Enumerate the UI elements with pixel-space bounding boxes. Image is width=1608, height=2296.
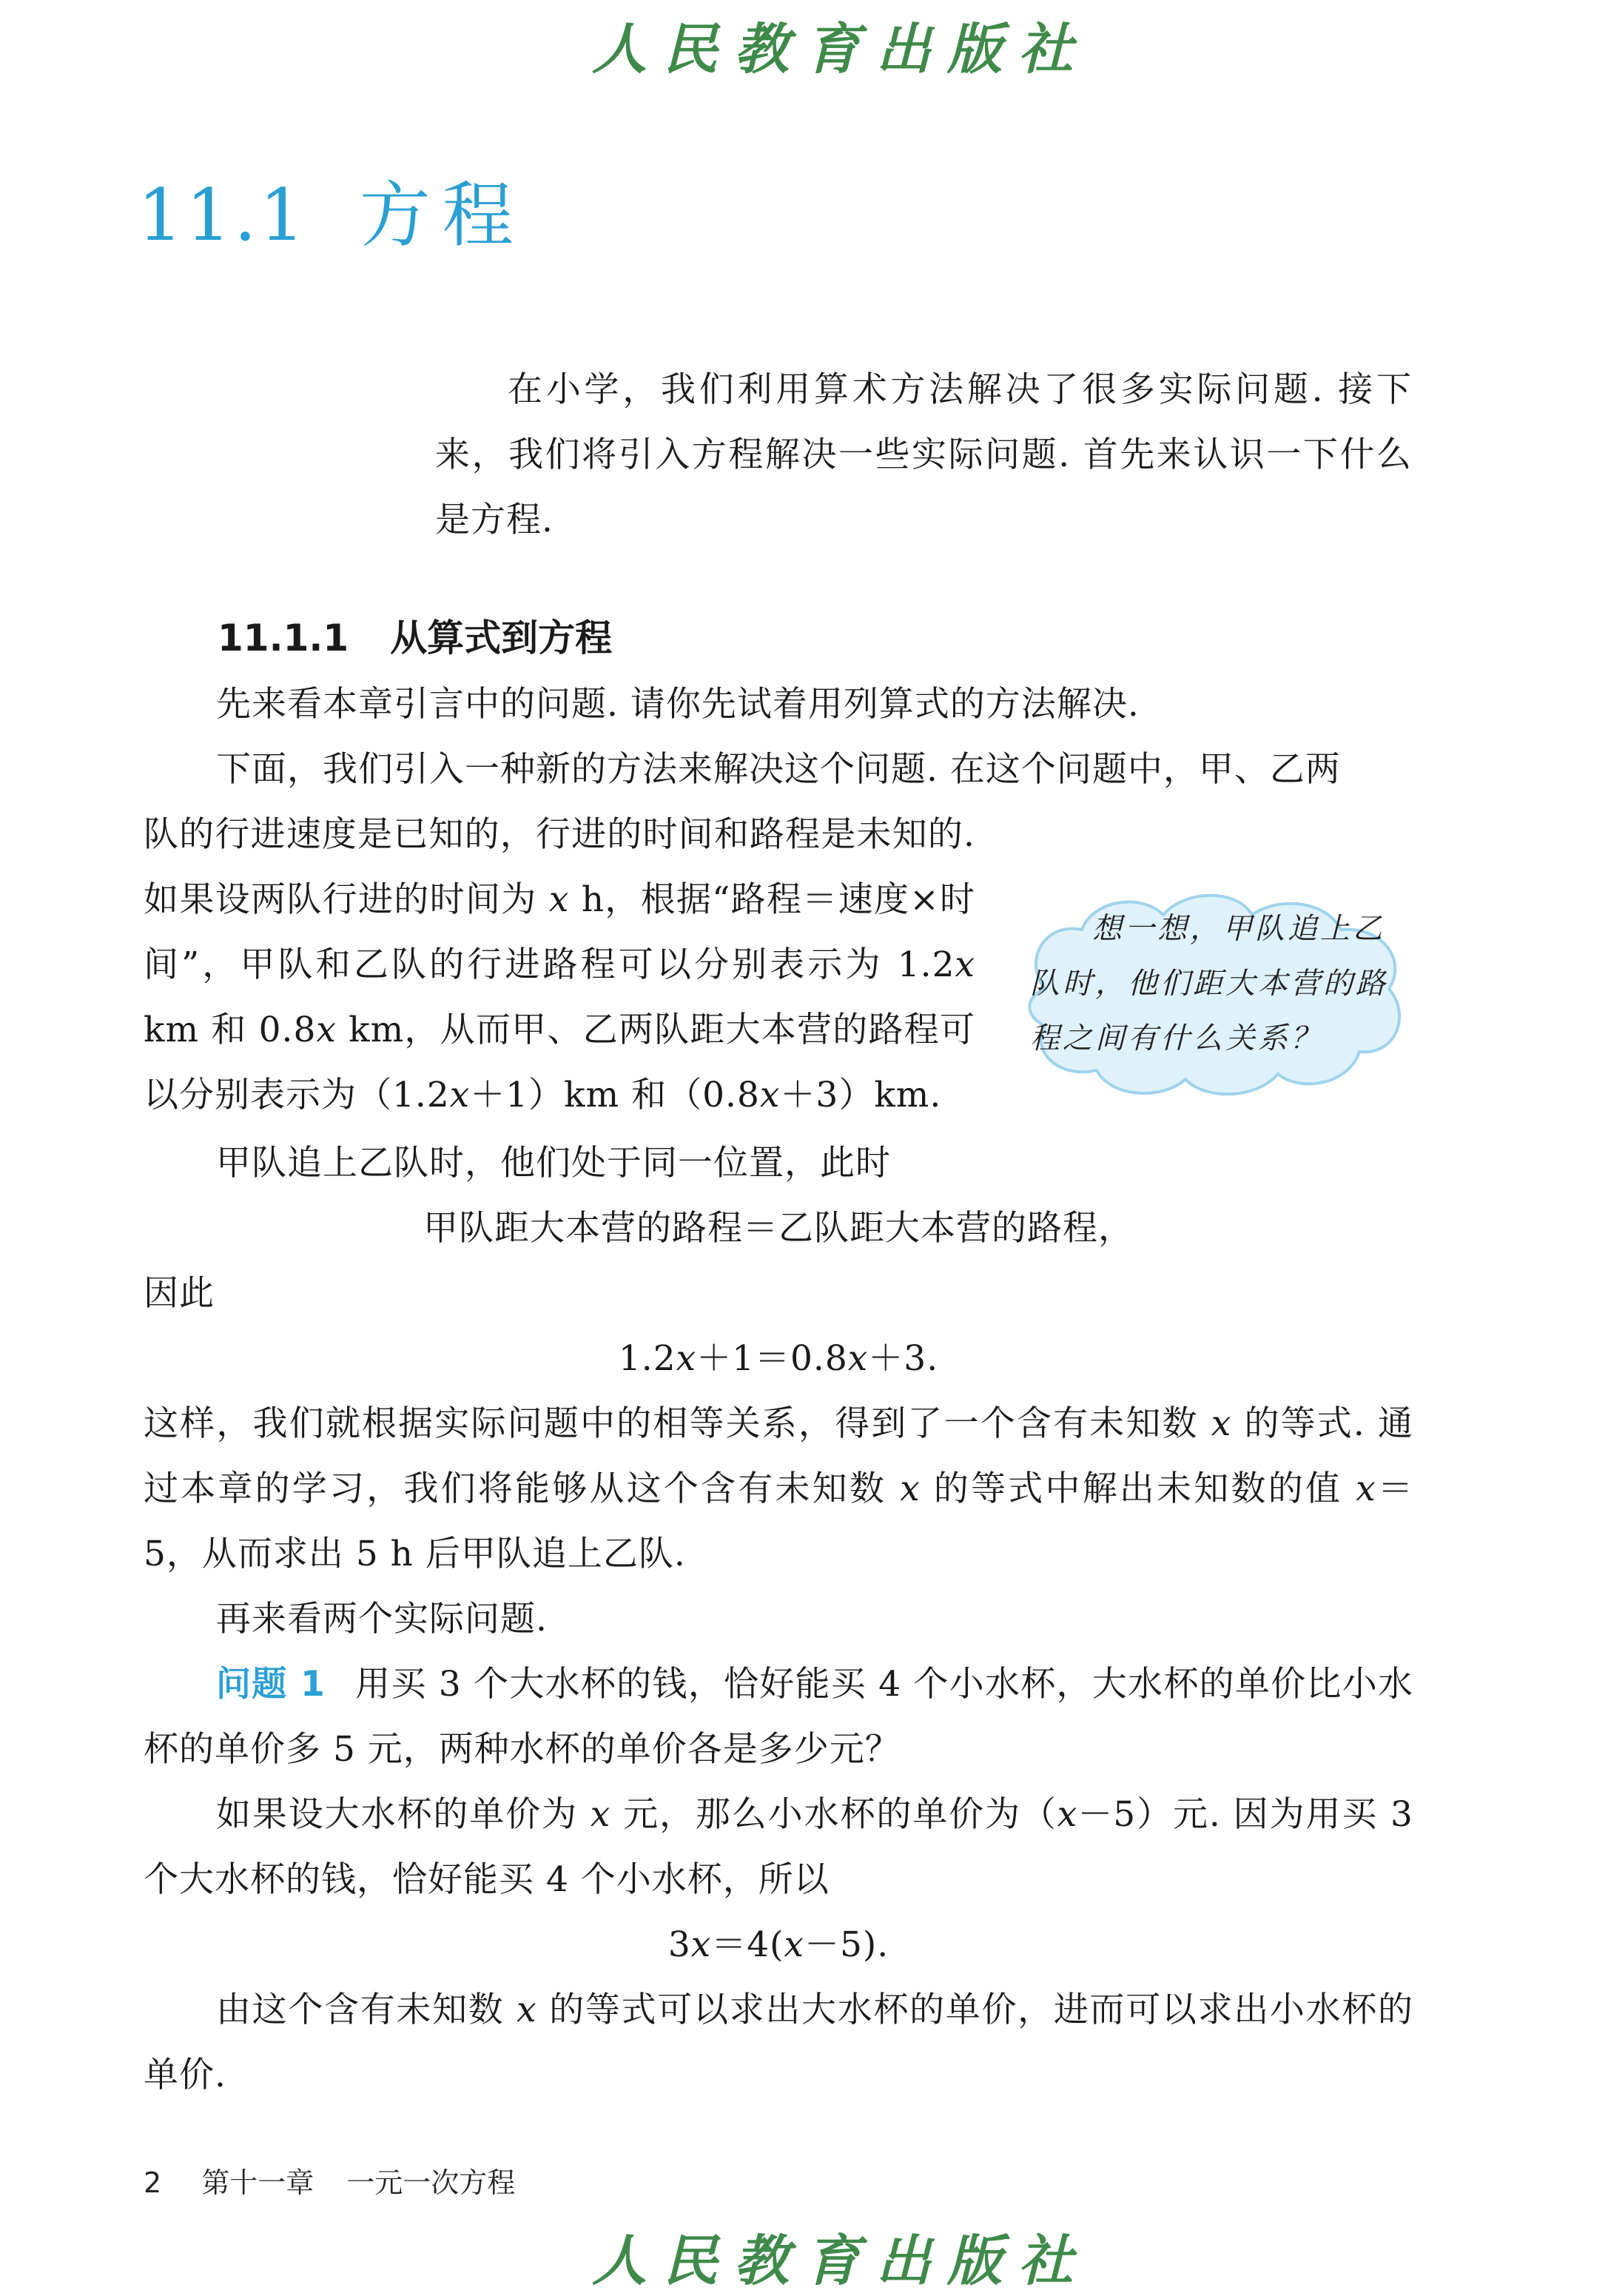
text-span: ＝4(	[711, 1924, 784, 1965]
variable-x: x	[517, 1990, 537, 2030]
paragraph-2-wrapped	[144, 802, 975, 1128]
text-span: ＋1）km 和（0.8	[470, 1075, 760, 1115]
text-span: km，从而甲、乙两队距大本营的路程可以分别表示为（1.2	[144, 1010, 975, 1115]
equation-1	[144, 1326, 1413, 1392]
variable-x: x	[449, 1075, 471, 1115]
variable-x: x	[1211, 1403, 1232, 1444]
problem-1	[144, 1652, 1413, 1782]
text-span: 这样，我们就根据实际问题中的相等关系，得到了一个含有未知数	[144, 1403, 1211, 1444]
text-span: 由这个含有未知数	[216, 1990, 517, 2030]
variable-x: x	[590, 1794, 611, 1835]
variable-x: x	[316, 1010, 337, 1050]
subsection-name: 从算式到方程	[390, 617, 613, 659]
text-span: 的等式. 通过本章的学习，我们将能够从这个含有未知数	[144, 1403, 1413, 1509]
text-span: 的等式中解出未知数的值	[920, 1468, 1356, 1509]
therefore-text: 因此	[144, 1273, 215, 1314]
text-span: 元，那么小水杯的单价为（	[610, 1794, 1057, 1835]
variable-x: x	[1356, 1468, 1376, 1509]
paragraph-3: 甲队追上乙队时，他们处于同一位置，此时	[216, 1143, 891, 1184]
publisher-logo-top: 人民教育出版社	[592, 18, 1089, 81]
paragraph-1: 先来看本章引言中的问题. 请你先试着用列算式的方法解决.	[216, 684, 1140, 725]
section-number: 11.1	[138, 174, 308, 257]
subsection-title	[218, 608, 612, 662]
variable-x: x	[690, 1924, 712, 1965]
text-span: －5).	[804, 1924, 889, 1965]
text-span: 队的行进速度是已知的，行进的时间和路程是未知的. 如果设两队行进的时间为	[144, 814, 975, 920]
publisher-logo-bottom: 人民教育出版社	[592, 2229, 1089, 2293]
paragraph-6	[144, 1782, 1413, 1913]
intro-paragraph: 在小学，我们利用算术方法解决了很多实际问题. 接下来，我们将引入方程解决一些实际问题. 首先来认识一下什么是方程.	[435, 369, 1412, 540]
text-span: h，根据“路程＝速度×时间”，甲队和乙队的行进路程可以分别表示为 1.2	[144, 879, 975, 985]
text-span: 3	[667, 1924, 691, 1965]
text-span: ＋3）km.	[780, 1075, 942, 1115]
variable-x: x	[900, 1468, 921, 1509]
variable-x: x	[759, 1075, 781, 1115]
page-number: 2	[144, 2166, 162, 2199]
equation-word: 甲队距大本营的路程＝乙队距大本营的路程，	[423, 1208, 1134, 1249]
variable-x: x	[955, 944, 975, 985]
problem-1-label: 问题 1	[216, 1664, 326, 1705]
paragraph-4	[144, 1392, 1413, 1587]
section-title	[138, 159, 525, 261]
text-span: 如果设大水杯的单价为	[216, 1794, 591, 1835]
chapter-title: 一元一次方程	[346, 2166, 516, 2199]
text-span: ＝5，从而求出 5 h 后甲队追上乙队.	[144, 1468, 1413, 1574]
text-span: 1.2	[618, 1338, 676, 1379]
variable-x: x	[1057, 1794, 1078, 1835]
variable-x: x	[676, 1338, 697, 1379]
text-span: 的等式可以求出大水杯的单价，进而可以求出小水杯的单价.	[144, 1990, 1413, 2095]
page-footer	[144, 2160, 515, 2201]
subsection-number: 11.1.1	[218, 617, 349, 659]
problem-1-text: 用买 3 个大水杯的钱，恰好能买 4 个小水杯，大水杯的单价比小水杯的单价多 5 元，两种水杯的单价各是多少元？	[144, 1664, 1413, 1770]
chapter-label: 第十一章	[201, 2166, 314, 2199]
text-span: ＋1＝0.8	[696, 1338, 848, 1379]
paragraph-2-first-line: 下面，我们引入一种新的方法来解决这个问题. 在这个问题中，甲、乙两	[216, 749, 1341, 790]
paragraph-7	[144, 1978, 1413, 2108]
thought-bubble-text: 想一想，甲队追上乙队时，他们距大本营的路程之间有什么关系？	[1030, 912, 1388, 1055]
text-span: km 和 0.8	[144, 1010, 317, 1050]
variable-x: x	[847, 1338, 869, 1379]
variable-x: x	[548, 879, 570, 920]
equation-2	[144, 1913, 1413, 1978]
variable-x: x	[784, 1924, 804, 1965]
text-span: ＋3.	[868, 1338, 939, 1379]
section-name: 方程	[359, 174, 525, 257]
paragraph-5: 再来看两个实际问题.	[216, 1599, 548, 1639]
text-span: －5）元. 因为用买 3 个大水杯的钱，恰好能买 4 个小水杯，所以	[144, 1794, 1413, 1900]
